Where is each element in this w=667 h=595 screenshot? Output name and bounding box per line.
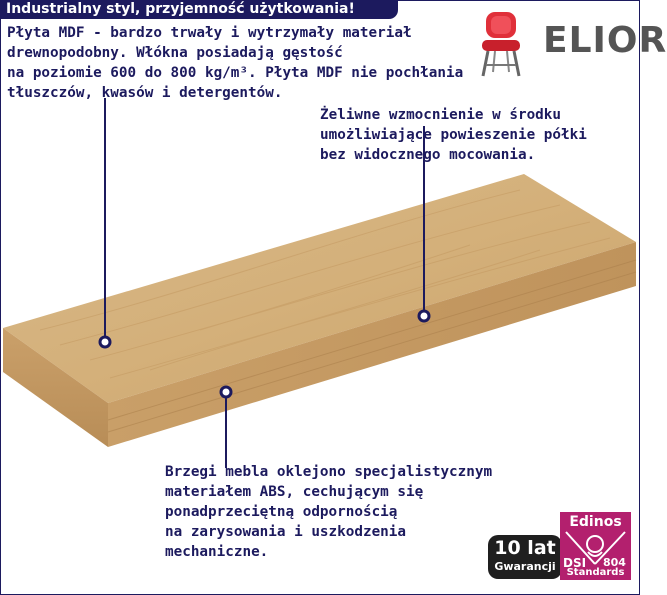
edinos-certificate-badge — [560, 512, 631, 580]
warranty-label: Gwarancji — [494, 560, 556, 573]
headline-banner: Industrialny styl, przyjemność użytkowania! — [0, 0, 398, 19]
certificate-label: Standards — [566, 567, 625, 578]
callout-edges-text: Brzegi mebla oklejono specjalistycznym materiałem ABS, cechującym się ponadprzeciętną odpornością na zarysowania i uszkodzenia mechaniczne. — [165, 464, 493, 560]
brand-name: ELIOR — [543, 20, 667, 61]
warranty-years: 10 lat — [494, 537, 556, 559]
callout-dot-mdf — [100, 337, 110, 347]
callout-mdf-text: Płyta MDF - bardzo trwały i wytrzymały materiał drewnopodobny. Włókna posiadają gęstość na poziomie 600 do 800 kg/m³. Płyta MDF nie pochłania tłuszczów, kwasów i detergentów. — [7, 25, 464, 101]
warranty-badge — [488, 535, 562, 579]
callout-reinforcement-text: Żeliwne wzmocnienie w środku umożliwiające powieszenie półki bez widocznego mocowania. — [320, 107, 587, 163]
certificate-code-right: 804 — [603, 556, 626, 569]
certificate-code-left: DSI — [563, 556, 587, 570]
callout-dot-reinforcement — [419, 311, 429, 321]
certificate-title: Edinos — [569, 514, 622, 530]
callout-dot-edges — [221, 387, 231, 397]
